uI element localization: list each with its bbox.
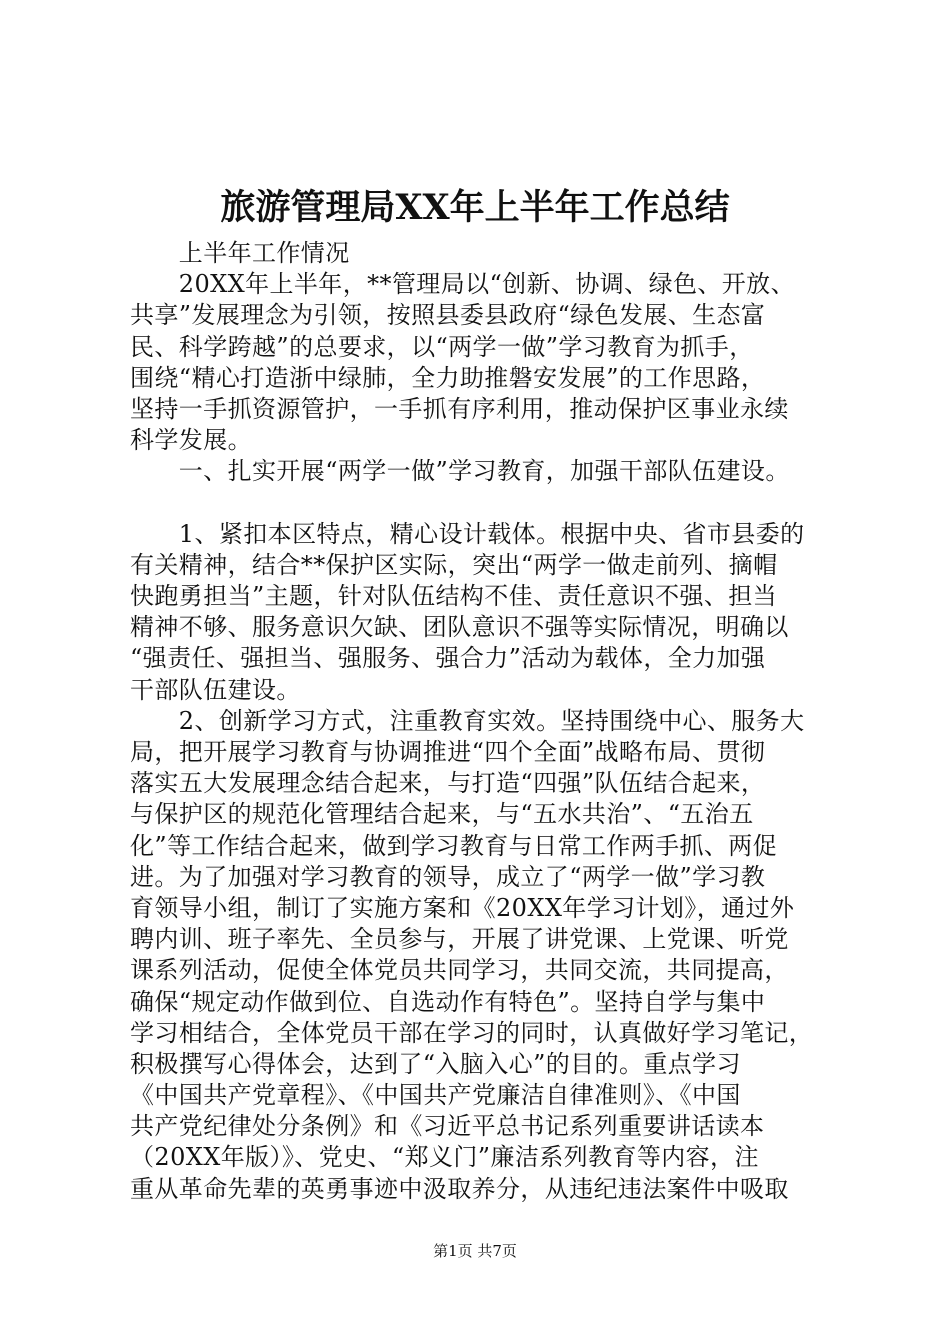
paragraph-line: “强责任、强担当、强服务、强合力”活动为载体，全力加强 xyxy=(130,644,766,673)
paragraph-line: 有关精神，结合**保护区实际，突出“两学一做走前列、摘帽 xyxy=(130,550,778,579)
paragraph-line: 精神不够、服务意识欠缺、团队意识不强等实际情况，明确以 xyxy=(130,613,789,642)
paragraph-line: 快跑勇担当”主题，针对队伍结构不佳、责任意识不强、担当 xyxy=(130,582,778,611)
document-title: 旅游管理局XX年上半年工作总结 xyxy=(220,187,730,228)
section-heading: 一、扎实开展“两学一做”学习教育，加强干部队伍建设。 xyxy=(130,457,790,486)
paragraph-line: 坚持一手抓资源管护，一手抓有序利用，推动保护区事业永续 xyxy=(130,394,789,423)
paragraph-line: 共享”发展理念为引领，按照县委县政府“绿色发展、生态富 xyxy=(130,301,766,330)
paragraph-line: 化”等工作结合起来，做到学习教育与日常工作两手抓、两促 xyxy=(130,831,778,860)
paragraph-line: （20XX年版）》、党史、“郑义门”廉洁系列教育等内容，注 xyxy=(130,1143,759,1172)
paragraph-line: 确保“规定动作做到位、自选动作有特色”。坚持自学与集中 xyxy=(130,987,766,1016)
paragraph-line: 进。为了加强对学习教育的领导，成立了“两学一做”学习教 xyxy=(130,862,766,891)
paragraph-line: 育领导小组，制订了实施方案和《20XX年学习计划》，通过外 xyxy=(130,893,795,922)
paragraph-line: 1、紧扣本区特点，精心设计载体。根据中央、省市县委的 xyxy=(130,519,805,548)
paragraph-line: 《中国共产党章程》、《中国共产党廉洁自律准则》、《中国 xyxy=(130,1081,741,1110)
paragraph-line: 民、科学跨越”的总要求，以“两学一做”学习教育为抓手， xyxy=(130,332,754,361)
paragraph-line: 与保护区的规范化管理结合起来，与“五水共治”、“五治五 xyxy=(130,800,754,829)
paragraph-line: 20XX年上半年，**管理局以“创新、协调、绿色、开放、 xyxy=(130,270,795,299)
document-body xyxy=(130,238,850,1205)
page-number: 第1页 共7页 xyxy=(433,1242,517,1260)
paragraph-line: 落实五大发展理念结合起来，与打造“四强”队伍结合起来， xyxy=(130,769,766,798)
paragraph-line: 课系列活动，促使全体党员共同学习，共同交流，共同提高， xyxy=(130,956,789,985)
paragraph-line: 局，把开展学习教育与协调推进“四个全面”战略布局、贯彻 xyxy=(130,738,766,766)
paragraph-line: 干部队伍建设。 xyxy=(130,675,301,704)
paragraph-line: 积极撰写心得体会，达到了“入脑入心”的目的。重点学习 xyxy=(130,1049,741,1078)
paragraph-line: 2、创新学习方式，注重教育实效。坚持围绕中心、服务大 xyxy=(130,706,805,735)
paragraph-line: 科学发展。 xyxy=(130,426,252,455)
paragraph-line: 聘内训、班子率先、全员参与，开展了讲党课、上党课、听党 xyxy=(130,925,789,954)
section-heading: 上半年工作情况 xyxy=(130,239,350,267)
paragraph-line: 重从革命先辈的英勇事迹中汲取养分，从违纪违法案件中吸取 xyxy=(130,1174,789,1203)
blank-line xyxy=(130,488,850,519)
paragraph-line: 围绕“精心打造浙中绿肺，全力助推磐安发展”的工作思路， xyxy=(130,363,766,392)
paragraph-line: 学习相结合，全体党员干部在学习的同时，认真做好学习笔记， xyxy=(130,1018,814,1047)
paragraph-line: 共产党纪律处分条例》和《习近平总书记系列重要讲话读本 xyxy=(130,1112,765,1141)
